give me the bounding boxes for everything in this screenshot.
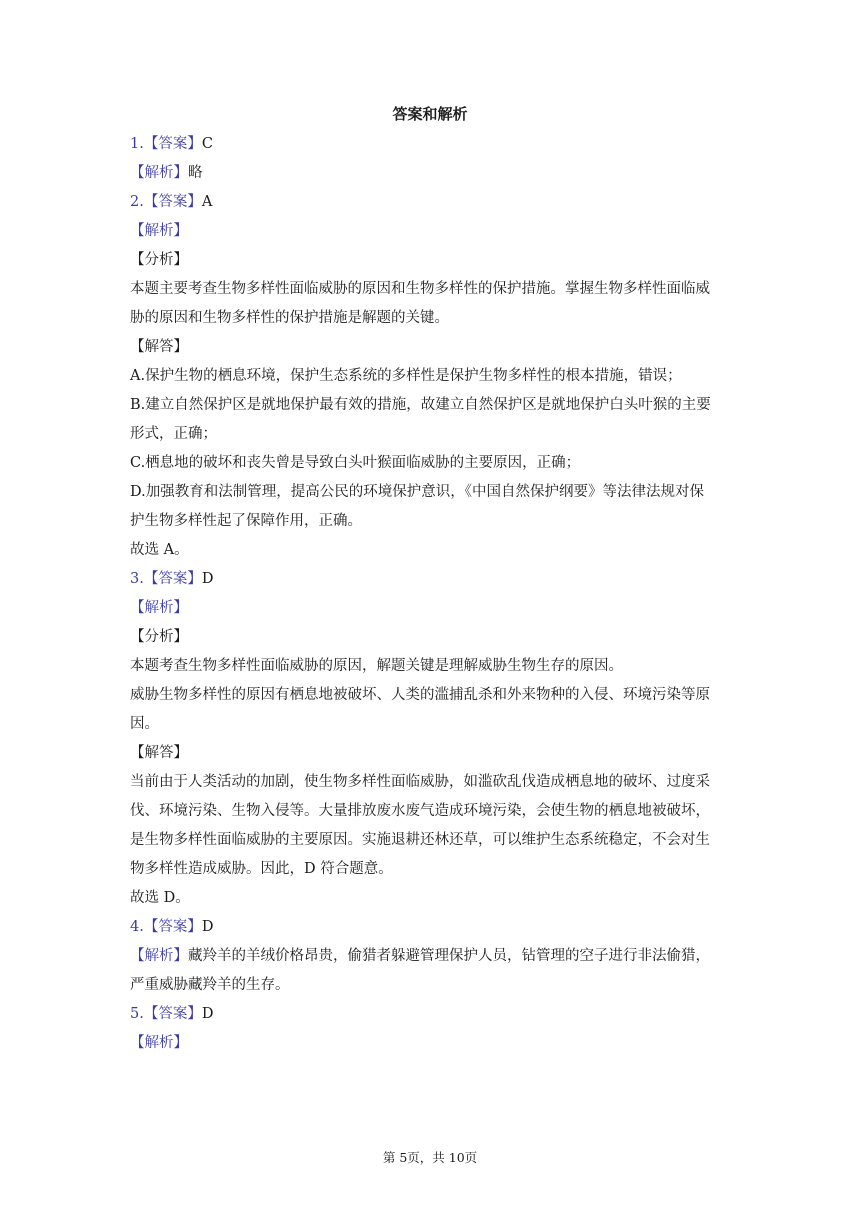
line-text: 因。 (130, 716, 159, 732)
line-text: 【分析】 (130, 252, 188, 268)
text-line (130, 217, 730, 246)
line-label: 【解析】 (130, 600, 188, 616)
text-line (130, 333, 730, 362)
line-text: 略 (188, 165, 203, 181)
text-line (130, 652, 730, 681)
line-text: 威胁生物多样性的原因有栖息地被破坏、人类的滥捕乱杀和外来物种的入侵、环境污染等原 (130, 687, 710, 703)
text-line (130, 536, 730, 565)
line-text: 胁的原因和生物多样性的保护措施是解题的关键。 (130, 310, 449, 326)
line-text: A.保护生物的栖息环境，保护生态系统的多样性是保护生物多样性的根本措施，错误； (130, 368, 682, 384)
line-text: D.加强教育和法制管理，提高公民的环境保护意识，《中国自然保护纲要》等法律法规对保 (130, 484, 704, 500)
line-text: 故选 A。 (130, 542, 189, 558)
line-text: D (201, 919, 214, 935)
line-label: 【解析】 (130, 223, 188, 239)
line-text: 伐、环境污染、生物入侵等。大量排放废水废气造成环境污染，会使生物的栖息地被破坏， (130, 803, 710, 819)
text-line (130, 275, 730, 304)
line-text: 当前由于人类活动的加剧，使生物多样性面临威胁，如滥砍乱伐造成栖息地的破坏、过度采 (130, 774, 710, 790)
text-line (130, 362, 730, 391)
answer-content (130, 130, 730, 1058)
line-text: A (201, 194, 213, 210)
line-label: 【解析】 (130, 948, 188, 964)
text-line (130, 768, 730, 797)
text-line (130, 826, 730, 855)
line-text: 形式，正确； (130, 426, 217, 442)
text-line (130, 1000, 730, 1029)
line-text: C.栖息地的破坏和丧失曾是导致白头叶猴面临威胁的主要原因，正确； (130, 455, 581, 471)
line-text: 物多样性造成威胁。因此，D 符合题意。 (130, 861, 393, 877)
line-text: 护生物多样性起了保障作用，正确。 (130, 513, 362, 529)
line-text: 【分析】 (130, 629, 188, 645)
line-text: C (201, 136, 213, 152)
line-label: 1.【答案】 (130, 136, 202, 152)
line-text: D (201, 1006, 214, 1022)
text-line (130, 159, 730, 188)
line-text: 【解答】 (130, 339, 188, 355)
line-text: 本题主要考查生物多样性面临威胁的原因和生物多样性的保护措施。掌握生物多样性面临威 (130, 281, 710, 297)
text-line (130, 304, 730, 333)
line-text: 【解答】 (130, 745, 188, 761)
text-line (130, 130, 730, 159)
line-text: D (201, 571, 214, 587)
text-line (130, 246, 730, 275)
line-text: B.建立自然保护区是就地保护最有效的措施，故建立自然保护区是就地保护白头叶猴的主要 (130, 397, 711, 413)
text-line (130, 420, 730, 449)
text-line (130, 188, 730, 217)
page-title: 答案和解析 (392, 105, 468, 123)
text-line (130, 942, 730, 971)
text-line (130, 710, 730, 739)
text-line (130, 623, 730, 652)
line-label: 3.【答案】 (130, 571, 202, 587)
text-line (130, 913, 730, 942)
text-line (130, 681, 730, 710)
page-footer: 第 5页，共 10页 (382, 1150, 478, 1165)
text-line (130, 971, 730, 1000)
line-text: 本题考查生物多样性面临威胁的原因，解题关键是理解威胁生物生存的原因。 (130, 658, 623, 674)
line-text: 藏羚羊的羊绒价格昂贵，偷猎者躲避管理保护人员，钻管理的空子进行非法偷猎， (188, 948, 710, 964)
text-line (130, 884, 730, 913)
text-line (130, 449, 730, 478)
line-label: 4.【答案】 (130, 919, 202, 935)
line-text: 是生物多样性面临威胁的主要原因。实施退耕还林还草，可以维护生态系统稳定，不会对生 (130, 832, 710, 848)
line-text: 故选 D。 (130, 890, 190, 906)
text-line (130, 478, 730, 507)
text-line (130, 797, 730, 826)
text-line (130, 507, 730, 536)
line-label: 【解析】 (130, 165, 188, 181)
text-line (130, 739, 730, 768)
text-line (130, 855, 730, 884)
text-line (130, 1029, 730, 1058)
line-label: 5.【答案】 (130, 1006, 202, 1022)
line-label: 【解析】 (130, 1035, 188, 1051)
line-label: 2.【答案】 (130, 194, 202, 210)
text-line (130, 391, 730, 420)
text-line (130, 594, 730, 623)
line-text: 严重威胁藏羚羊的生存。 (130, 977, 290, 993)
text-line (130, 565, 730, 594)
